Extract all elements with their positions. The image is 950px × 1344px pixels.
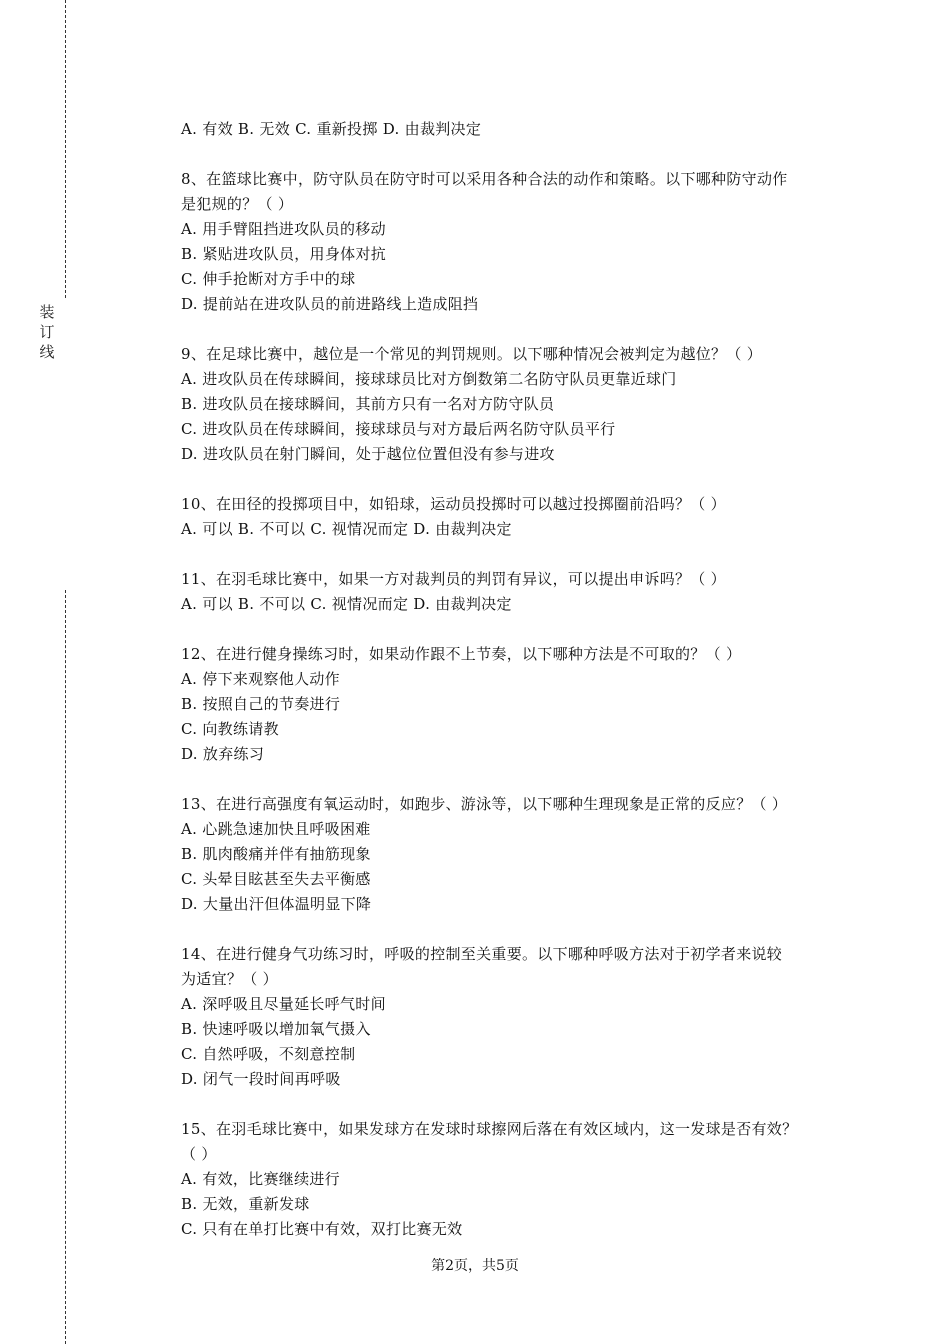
binding-label-char: 订: [39, 323, 55, 341]
question-block: [181, 342, 861, 467]
binding-label: [37, 302, 57, 362]
binding-line-top: [65, 0, 66, 298]
question-option: A. 有效 B. 无效 C. 重新投掷 D. 由裁判决定: [181, 120, 482, 138]
question-stem: 9、在足球比赛中，越位是一个常见的判罚规则。以下哪种情况会被判定为越位？（ ）: [181, 345, 763, 363]
question-option: B. 无效，重新发球: [181, 1195, 310, 1213]
question-option: C. 自然呼吸，不刻意控制: [181, 1045, 356, 1063]
question-option: A. 心跳急速加快且呼吸困难: [181, 820, 371, 838]
question-option: A. 有效，比赛继续进行: [181, 1170, 340, 1188]
question-option: A. 可以 B. 不可以 C. 视情况而定 D. 由裁判决定: [181, 520, 512, 538]
question-option: D. 提前站在进攻队员的前进路线上造成阻挡: [181, 295, 479, 313]
question-stem: 8、在篮球比赛中，防守队员在防守时可以采用各种合法的动作和策略。以下哪种防守动作: [181, 170, 788, 188]
binding-label-char: 装: [39, 303, 55, 321]
question-stem: 14、在进行健身气功练习时，呼吸的控制至关重要。以下哪种呼吸方法对于初学者来说较: [181, 945, 783, 963]
question-option: A. 深呼吸且尽量延长呼气时间: [181, 995, 386, 1013]
question-option: C. 进攻队员在传球瞬间，接球球员与对方最后两名防守队员平行: [181, 420, 616, 438]
question-option: D. 闭气一段时间再呼吸: [181, 1070, 341, 1088]
question-block: [181, 1117, 861, 1242]
question-block: [181, 942, 861, 1092]
question-block: [181, 642, 861, 767]
question-block: [181, 492, 861, 542]
question-option: C. 向教练请教: [181, 720, 279, 738]
question-stem: 是犯规的？（ ）: [181, 195, 294, 213]
question-option: C. 伸手抢断对方手中的球: [181, 270, 356, 288]
question-option: C. 头晕目眩甚至失去平衡感: [181, 870, 371, 888]
question-option: A. 可以 B. 不可以 C. 视情况而定 D. 由裁判决定: [181, 595, 512, 613]
question-block: [181, 117, 861, 142]
question-stem: 15、在羽毛球比赛中，如果发球方在发球时球擦网后落在有效区域内，这一发球是否有效？: [181, 1120, 798, 1138]
question-stem: 13、在进行高强度有氧运动时，如跑步、游泳等，以下哪种生理现象是正常的反应？（ ）: [181, 795, 788, 813]
question-option: A. 停下来观察他人动作: [181, 670, 340, 688]
question-stem: 10、在田径的投掷项目中，如铅球，运动员投掷时可以越过投掷圈前沿吗？（ ）: [181, 495, 726, 513]
question-option: A. 用手臂阻挡进攻队员的移动: [181, 220, 386, 238]
question-option: D. 大量出汗但体温明显下降: [181, 895, 372, 913]
question-stem: 12、在进行健身操练习时，如果动作跟不上节奏，以下哪种方法是不可取的？（ ）: [181, 645, 742, 663]
question-option: C. 只有在单打比赛中有效，双打比赛无效: [181, 1220, 463, 1238]
question-option: B. 紧贴进攻队员，用身体对抗: [181, 245, 387, 263]
question-option: D. 进攻队员在射门瞬间，处于越位位置但没有参与进攻: [181, 445, 555, 463]
page-footer: 第2页，共5页: [431, 1258, 519, 1274]
question-block: [181, 792, 861, 917]
question-option: B. 肌肉酸痛并伴有抽筋现象: [181, 845, 371, 863]
binding-label-char: 线: [39, 343, 55, 361]
question-stem: 11、在羽毛球比赛中，如果一方对裁判员的判罚有异议，可以提出申诉吗？（ ）: [181, 570, 726, 588]
question-option: B. 快速呼吸以增加氧气摄入: [181, 1020, 371, 1038]
question-stem: （ ）: [181, 1145, 217, 1163]
question-option: A. 进攻队员在传球瞬间，接球球员比对方倒数第二名防守队员更靠近球门: [181, 370, 677, 388]
binding-line-bottom: [65, 590, 66, 1344]
question-option: B. 进攻队员在接球瞬间，其前方只有一名对方防守队员: [181, 395, 555, 413]
question-stem: 为适宜？（ ）: [181, 970, 278, 988]
question-block: [181, 567, 861, 617]
question-list: [181, 117, 861, 1267]
question-option: D. 放弃练习: [181, 745, 265, 763]
question-block: [181, 167, 861, 317]
question-option: B. 按照自己的节奏进行: [181, 695, 341, 713]
